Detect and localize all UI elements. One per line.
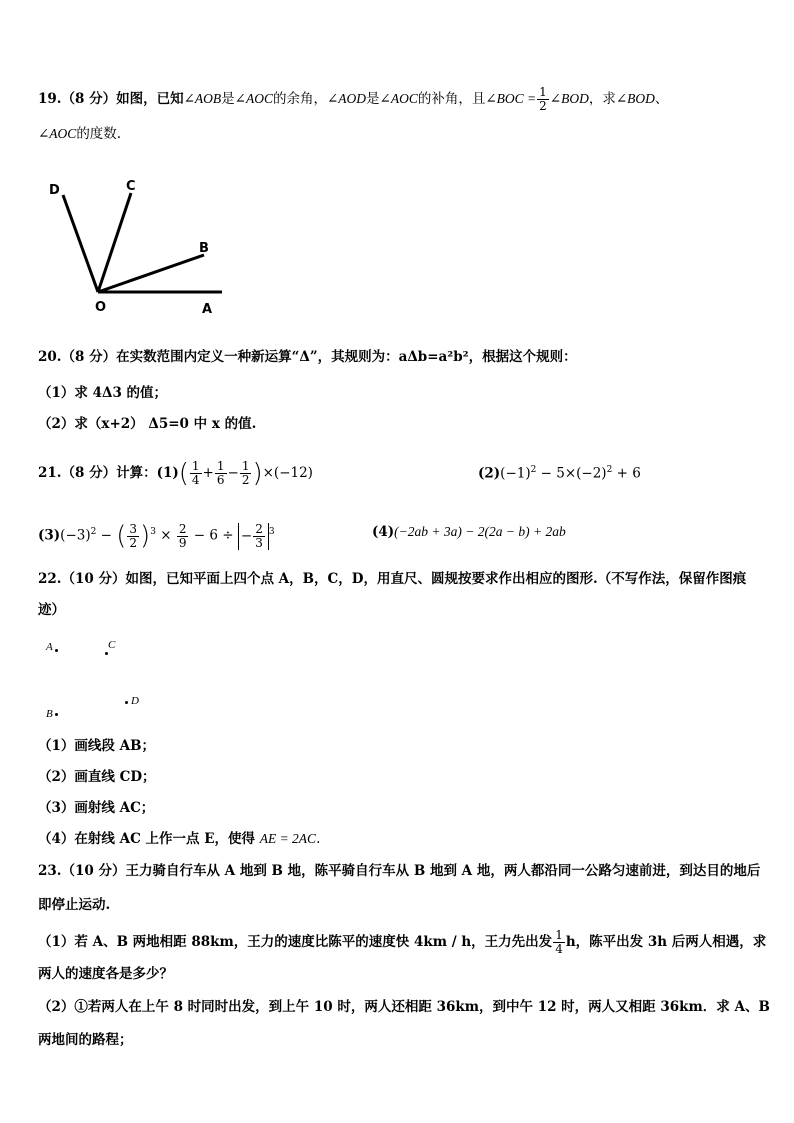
angle-figure xyxy=(40,170,240,320)
q21-part3: $(3)(-3)^2$ − ( $\frac{3}{2}$ )$^3$ × $\frac{2}{9}$ − 6 ÷ − $\frac{2}{3}$ $^3$ xyxy=(38,521,275,551)
expr: (−2ab + 3a) − 2(2a − b) + 2ab xyxy=(394,524,566,539)
frac-num: 1 xyxy=(216,459,225,473)
ray-od xyxy=(63,195,98,292)
operator: − xyxy=(227,465,239,481)
ray-oc xyxy=(98,193,131,292)
angle-aod: ∠AOD xyxy=(326,91,367,106)
expr: − 6 ÷ xyxy=(189,527,238,544)
q23-title: 23.（10 分）王力骑自行车从 A 地到 B 地，陈平骑自行车从 B 地到 A 地，两人都沿同一公路匀速前进，到达目的地后 xyxy=(38,863,761,879)
part-label: (2) xyxy=(478,465,501,482)
frac-num: 2 xyxy=(178,521,187,536)
frac-num: 1 xyxy=(555,928,563,942)
q22-part4 xyxy=(38,829,320,849)
q21-part2 xyxy=(478,460,641,484)
label-a: A xyxy=(202,302,213,317)
q23-part1-text: （1）若 A、B 两地相距 88km，王力的速度比陈平的速度快 4km / h，王力先出发 xyxy=(38,934,553,950)
q19-line2 xyxy=(38,124,121,144)
point-d-dot xyxy=(125,701,128,704)
operator: × xyxy=(155,527,176,544)
label-o: O xyxy=(95,300,107,315)
expr: (−3) xyxy=(60,527,91,544)
q20-part1: （1）求 4Δ3 的值； xyxy=(38,385,168,401)
q23-part1-cont: 两人的速度各是多少？ xyxy=(38,966,173,982)
angle-boc: ∠BOC = xyxy=(485,91,537,106)
fraction xyxy=(215,460,227,487)
operator: − xyxy=(240,527,253,544)
angle-bod: ∠BOD xyxy=(615,91,655,106)
q19-text: 的度数. xyxy=(76,126,122,142)
q23-part1 xyxy=(38,929,766,956)
q20-part2: （2）求（x+2） Δ5=0 中 x 的值. xyxy=(38,416,257,432)
frac-den: 2 xyxy=(129,535,138,550)
angle-aob: ∠AOB xyxy=(183,91,222,106)
point-b-label: B xyxy=(46,708,53,720)
exponent: 3 xyxy=(268,527,275,537)
expr: (−1) xyxy=(500,465,531,482)
expr: + 6 xyxy=(612,465,641,482)
part-label: (3) xyxy=(38,527,61,544)
q19-text: 是 xyxy=(221,91,235,107)
point-b-dot xyxy=(55,713,58,716)
q19-prefix: 19.（8 分）如图，已知 xyxy=(38,91,184,107)
exponent: 2 xyxy=(530,465,537,475)
angle-aoc: ∠AOC xyxy=(379,91,418,106)
frac-num: 1 xyxy=(191,459,200,473)
q22-part1: （1）画线段 AB； xyxy=(38,738,155,754)
frac-den: 3 xyxy=(255,535,263,550)
exponent: 3 xyxy=(150,527,156,537)
operator: + xyxy=(202,465,214,481)
fraction xyxy=(177,523,189,550)
q19-text: 、 xyxy=(654,91,669,107)
q19-text: 的补角，且 xyxy=(417,91,486,107)
q23-part2: （2）①若两人在上午 8 时同时出发，到上午 10 时，两人还相距 36km，到中午 12 时，两人又相距 36km．求 A、B xyxy=(38,999,770,1015)
q19-text: ，求 xyxy=(588,91,616,107)
exponent: 2 xyxy=(606,465,613,475)
fraction xyxy=(553,929,565,956)
angle-bod: ∠BOD xyxy=(549,91,589,106)
frac-num: 3 xyxy=(129,521,138,536)
point-d-label: D xyxy=(131,695,139,707)
q22-part4-text: （4）在射线 AC 上作一点 E，使得 xyxy=(38,831,260,847)
expr-tail: ×(−12) xyxy=(262,465,313,481)
point-a-label: A xyxy=(46,641,53,653)
frac-den: 4 xyxy=(555,942,563,956)
angle-aoc: ∠AOC xyxy=(234,91,273,106)
fraction xyxy=(127,523,139,550)
fraction xyxy=(240,460,252,487)
part-label: (4) xyxy=(372,524,395,540)
equation: AE = 2AC xyxy=(259,831,317,846)
q22-title: 22.（10 分）如图，已知平面上四个点 A，B，C，D，用直尺、圆规按要求作出相应的图形.（不写作法，保留作图痕 xyxy=(38,571,747,587)
point-a-dot xyxy=(55,649,58,652)
q23-part2-cont: 两地间的路程； xyxy=(38,1032,133,1048)
absolute-value xyxy=(238,523,269,550)
q19-text: 是 xyxy=(366,91,380,107)
fraction xyxy=(253,523,265,550)
ray-ob xyxy=(98,255,204,292)
fraction-half xyxy=(537,86,549,113)
expr: − 5×(−2) xyxy=(536,465,607,482)
frac-num: 2 xyxy=(255,521,263,536)
frac-den: 2 xyxy=(539,99,547,113)
fraction xyxy=(190,460,202,487)
operator: − xyxy=(96,527,117,544)
q19-text: 的余角， xyxy=(272,91,327,107)
q23-part1-text: h，陈平出发 3h 后两人相遇，求 xyxy=(565,934,767,950)
point-c-dot xyxy=(105,652,108,655)
label-c: C xyxy=(126,179,136,194)
frac-den: 9 xyxy=(178,535,187,550)
label-b: B xyxy=(199,241,209,256)
q21-line1: 21.（8 分）计算：(1)( $\frac{1}{4}$ + $\frac{1}{6}$ − $\frac{1}{2}$ )×(−12) xyxy=(38,458,313,489)
frac-num: 1 xyxy=(539,85,547,99)
frac-den: 2 xyxy=(241,473,250,487)
exponent: 2 xyxy=(90,527,97,537)
q22-part4-text: . xyxy=(316,831,321,847)
q22-part3: （3）画射线 AC； xyxy=(38,800,155,816)
frac-den: 6 xyxy=(216,473,225,487)
q21-part4 xyxy=(372,522,566,542)
q23-title-cont: 即停止运动. xyxy=(38,897,111,913)
frac-num: 1 xyxy=(241,459,250,473)
q22-part2: （2）画直线 CD； xyxy=(38,769,156,785)
angle-aoc: ∠AOC xyxy=(38,126,77,141)
point-c-label: C xyxy=(108,639,116,651)
q21-prefix: 21.（8 分）计算：(1) xyxy=(38,465,179,481)
q19-line1 xyxy=(38,86,668,113)
frac-den: 4 xyxy=(191,473,200,487)
q20-title: 20.（8 分）在实数范围内定义一种新运算“Δ”，其规则为：aΔb=a²b²，根据这个规则： xyxy=(38,349,577,365)
q22-title-cont: 迹） xyxy=(38,602,65,618)
label-d: D xyxy=(49,183,60,198)
